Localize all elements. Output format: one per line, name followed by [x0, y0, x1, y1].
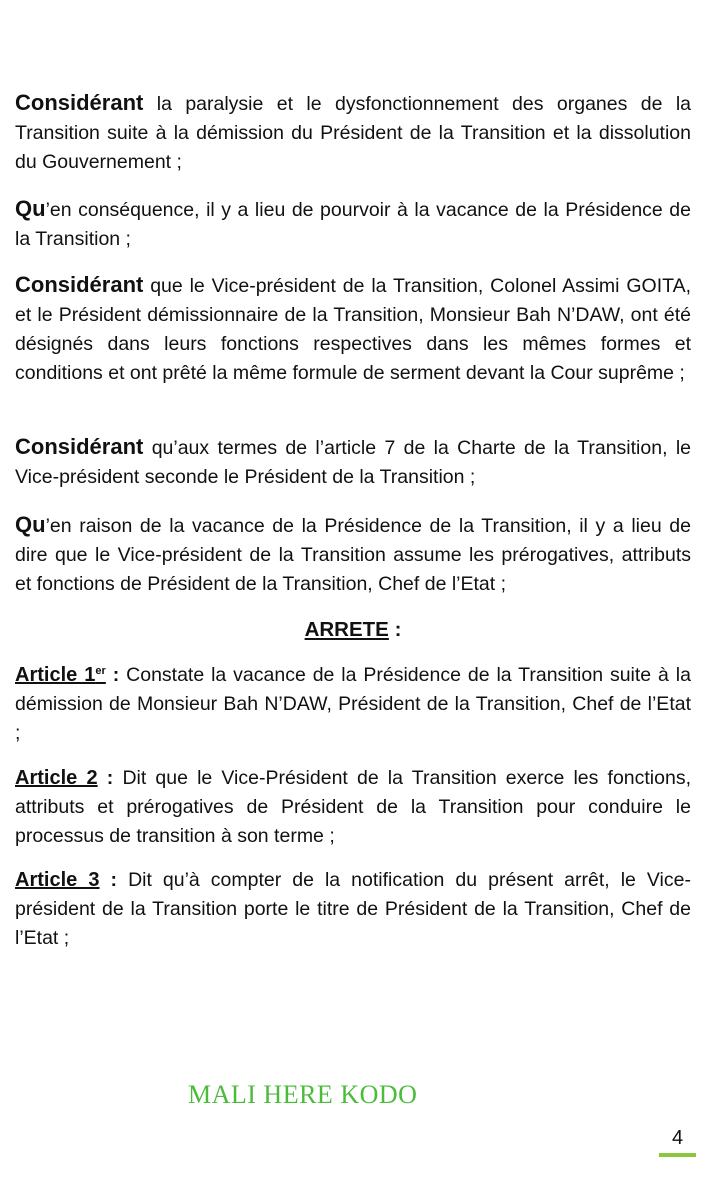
paragraph-text: ’en raison de la vacance de la Présidence de la Transition, il y a lieu de dire que le Vice-président de la Transition assume les prérogatives, attributs et fonctions de Président de la Transition, Chef de l’Etat ;	[15, 515, 691, 595]
page-number: 4	[659, 1125, 696, 1157]
paragraph-lead-word: Qu	[15, 196, 46, 221]
paragraph-qu-consequence	[15, 194, 691, 254]
paragraph-lead-word: Qu	[15, 512, 46, 537]
paragraph-lead-word: Considérant	[15, 90, 144, 115]
article-1	[15, 661, 691, 748]
arrete-heading-word: ARRETE	[304, 618, 389, 641]
arrete-heading-suffix: :	[388, 618, 402, 641]
paragraph-lead-word: Considérant	[15, 272, 144, 297]
paragraph-text: que le Vice-président de la Transition, Colonel Assimi GOITA, et le Président démissionnaire de la Transition, Monsieur Bah N’DAW, ont été désignés dans leurs fonctions respectives dans les mêmes formes et conditions et ont prêté la même formule de serment devant la Cour suprême ;	[15, 275, 691, 384]
article-label-superscript: er	[95, 665, 106, 677]
article-label	[15, 664, 106, 686]
arrete-heading	[15, 615, 691, 645]
article-3	[15, 866, 691, 953]
footer-brand-text: MALI HERE KODO	[188, 1080, 418, 1109]
paragraph-qu-vacance	[15, 510, 691, 599]
article-text: Constate la vacance de la Présidence de la Transition suite à la démission de Monsieur Bah N’DAW, Président de la Transition, Chef de l’Etat ;	[15, 664, 691, 744]
paragraph-considerant-paralysie	[15, 88, 691, 177]
paragraph-considerant-vice-president	[15, 270, 691, 388]
article-label-text: Article 1	[15, 664, 96, 686]
paragraph-lead-word: Considérant	[15, 434, 144, 459]
article-text: Dit qu’à compter de la notification du présent arrêt, le Vice-président de la Transition porte le titre de Président de la Transition, Chef de l’Etat ;	[15, 869, 691, 949]
paragraph-text: qu’aux termes de l’article 7 de la Charte de la Transition, le Vice-président seconde le Président de la Transition ;	[15, 437, 691, 488]
article-separator: :	[97, 767, 123, 789]
paragraph-considerant-article-7	[15, 432, 691, 492]
article-label: Article 3	[15, 869, 100, 891]
article-text: Dit que le Vice-Président de la Transition exerce les fonctions, attributs et prérogatives de Président de la Transition pour conduire le processus de transition à son terme ;	[15, 767, 691, 847]
article-2	[15, 764, 691, 851]
paragraph-text: ’en conséquence, il y a lieu de pourvoir à la vacance de la Présidence de la Transition ;	[15, 199, 691, 250]
article-label: Article 2	[15, 767, 98, 789]
article-separator: :	[105, 664, 127, 686]
article-separator: :	[99, 869, 129, 891]
document-page	[15, 0, 691, 1200]
paragraph-text: la paralysie et le dysfonctionnement des organes de la Transition suite à la démission du Président de la Transition et la dissolution du Gouvernement ;	[15, 93, 691, 173]
